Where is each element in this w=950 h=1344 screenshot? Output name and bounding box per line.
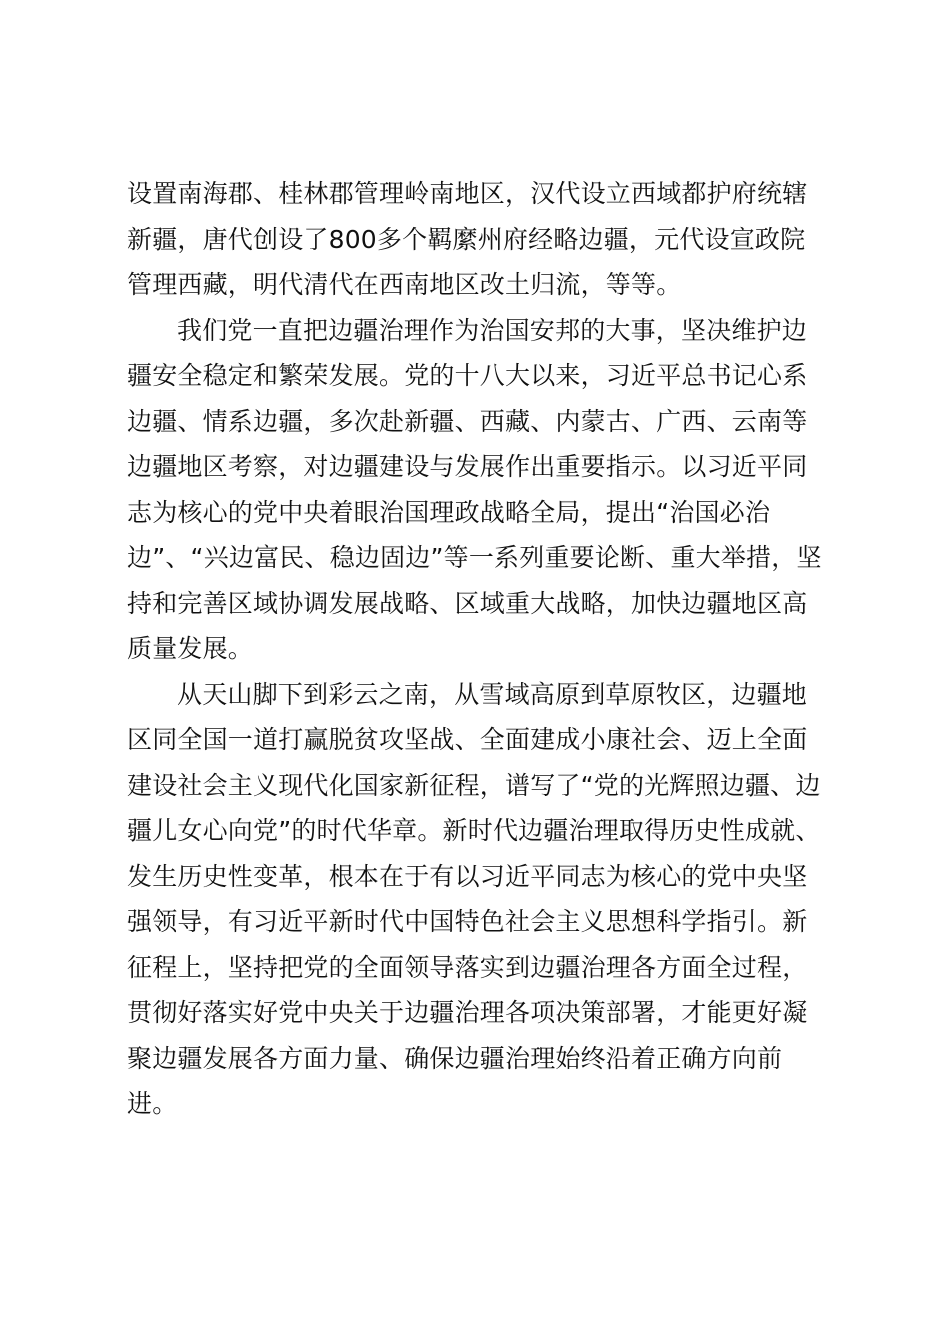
text-line: 疆安全稳定和繁荣发展。党的十八大以来，习近平总书记心系: [127, 361, 808, 390]
text-line: 贯彻好落实好党中央关于边疆治理各项决策部署，才能更好凝: [127, 998, 808, 1027]
text-line: 我们党一直把边疆治理作为治国安邦的大事，坚决维护边: [177, 315, 808, 345]
text-line: 区同全国一道打赢脱贫攻坚战、全面建成小康社会、迈上全面: [127, 725, 808, 754]
text-line: 边疆地区考察，对边疆建设与发展作出重要指示。以习近平同: [127, 452, 808, 481]
text-line: 进。: [127, 1089, 178, 1118]
text-line: 强领导，有习近平新时代中国特色社会主义思想科学指引。新: [127, 907, 808, 936]
text-line: 管理西藏，明代清代在西南地区改土归流，等等。: [127, 270, 682, 299]
text-line: 聚边疆发展各方面力量、确保边疆治理始终沿着正确方向前: [127, 1043, 783, 1073]
paragraph-1: [127, 171, 847, 308]
paragraph-3: [127, 672, 847, 1127]
text-line: 持和完善区域协调发展战略、区域重大战略，加快边疆地区高: [127, 588, 808, 618]
text-line: 质量发展。: [127, 634, 254, 663]
text-line: 征程上，坚持把党的全面领导落实到边疆治理各方面全过程，: [127, 952, 808, 982]
paragraph-2: [127, 308, 847, 672]
text-line: 志为核心的党中央着眼治国理政战略全局，提出“治国必治: [127, 497, 771, 527]
text-line: 边疆、情系边疆，多次赴新疆、西藏、内蒙古、广西、云南等: [127, 406, 808, 436]
text-line: 新疆，唐代创设了800多个羁縻州府经略边疆，元代设宣政院: [127, 224, 806, 254]
text-line: 从天山脚下到彩云之南，从雪域高原到草原牧区，边疆地: [177, 679, 808, 709]
text-line: 疆儿女心向党”的时代华章。新时代边疆治理取得历史性成就、: [127, 816, 821, 845]
text-line: 边”、“兴边富民、稳边固边”等一系列重要论断、重大举措，坚: [127, 543, 822, 572]
text-line: 设置南海郡、桂林郡管理岭南地区，汉代设立西域都护府统辖: [127, 179, 808, 208]
text-line: 发生历史性变革，根本在于有以习近平同志为核心的党中央坚: [127, 861, 808, 891]
document-body: [127, 171, 847, 1127]
text-line: 建设社会主义现代化国家新征程，谱写了“党的光辉照边疆、边: [127, 770, 821, 800]
